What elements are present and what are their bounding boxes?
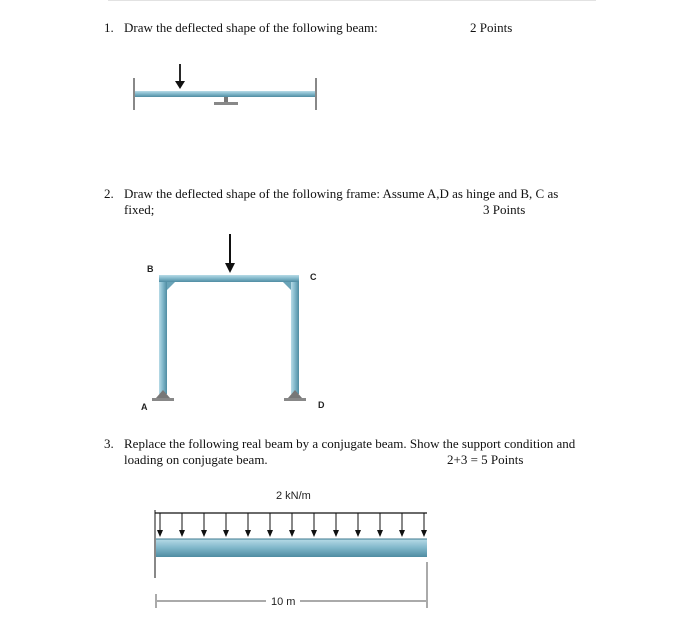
udl-arrow-head (245, 530, 251, 537)
q3-number: 3. (104, 436, 114, 451)
udl-arrow-head (179, 530, 185, 537)
q1-load-arrow-head (175, 81, 185, 89)
udl-arrow-head (399, 530, 405, 537)
udl-arrow-head (311, 530, 317, 537)
q2-label-d: D (318, 400, 325, 410)
q3-beam-body (156, 539, 427, 557)
q2-text-line1: Draw the deflected shape of the following frame: Assume A,D as hinge and B, C as (124, 186, 559, 201)
q2-knee-b (167, 282, 175, 290)
udl-arrow-head (355, 530, 361, 537)
udl-arrow-head (377, 530, 383, 537)
q1-roller-support (214, 97, 238, 105)
q1-points: 2 Points (470, 20, 513, 35)
q3-udl-arrows (157, 513, 427, 537)
q3-text-line2: loading on conjugate beam. (124, 452, 268, 467)
q2-label-c: C (310, 272, 317, 282)
q3-text-line1: Replace the following real beam by a conjugate beam. Show the support condition and (124, 436, 576, 451)
q3-load-label: 2 kN/m (276, 490, 311, 502)
udl-arrow-head (289, 530, 295, 537)
q2-hinge-d (284, 390, 306, 401)
q2-frame (141, 234, 325, 412)
q2-points: 3 Points (483, 202, 526, 217)
q2-label-b: B (147, 264, 154, 274)
q3-span-label: 10 m (271, 596, 296, 608)
q1-beam (134, 64, 316, 110)
q2-number: 2. (104, 186, 114, 201)
q2-hinge-a (152, 390, 174, 401)
udl-arrow-head (333, 530, 339, 537)
q2-column-cd (291, 282, 299, 394)
q3-beam (155, 490, 427, 608)
udl-arrow-head (157, 530, 163, 537)
q1-number: 1. (104, 20, 114, 35)
q2-column-ab (159, 282, 167, 394)
udl-arrow-head (201, 530, 207, 537)
udl-arrow-head (421, 530, 427, 537)
q2-label-a: A (141, 402, 148, 412)
q1-beam-body (135, 91, 315, 97)
q1-text: Draw the deflected shape of the following beam: (124, 20, 378, 35)
udl-arrow-head (267, 530, 273, 537)
q2-load-arrow-head (225, 263, 235, 273)
q2-beam-bc (159, 275, 299, 282)
q2-text-line2: fixed; (124, 202, 155, 217)
q2-knee-c (283, 282, 291, 290)
udl-arrow-head (223, 530, 229, 537)
q3-points: 2+3 = 5 Points (447, 452, 524, 467)
